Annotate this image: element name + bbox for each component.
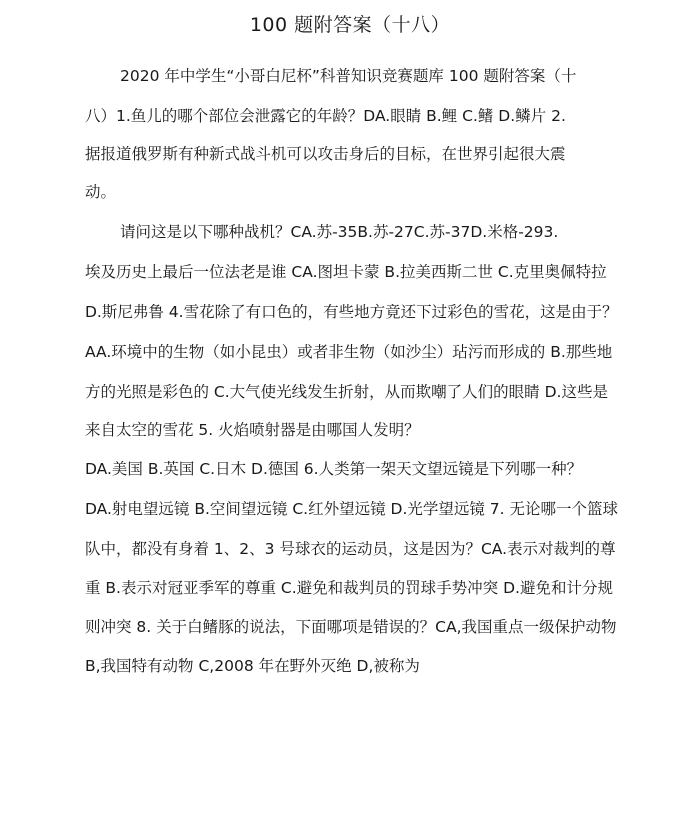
text-line-7: D.斯尼弗鲁 4.雪花除了有口色的，有些地方竟还下过彩色的雪花，这是由于？ [85,303,618,321]
text-line-11: DA.美国 B.英国 C.日木 D.德国 6.人类第一架天文望远镜是下列哪一种？ [85,460,583,478]
text-line-5: 请问这是以下哪种战机？CA.苏-35B.苏-27C.苏-37D.米格-293. [120,223,559,241]
text-line-3: 据报道俄罗斯有种新式战斗机可以攻击身后的目标，在世界引起很大震 [85,145,566,163]
text-line-4: 动。 [85,183,117,201]
text-line-16: B,我国特有动物 C,2008 年在野外灭绝 D,被称为 [85,657,420,675]
text-line-6: 埃及历史上最后一位法老是谁 CA.图坦卡蒙 B.拉美西斯二世 C.克里奥佩特拉 [85,263,607,281]
text-line-10: 来自太空的雪花 5. 火焰喷射器是由哪国人发明？ [85,421,420,439]
text-line-12: DA.射电望远镜 B.空间望远镜 C.红外望远镜 D.光学望远镜 7. 无论哪一个篮球 [85,500,619,518]
text-line-9: 方的光照是彩色的 C.大气使光线发生折射，从而欺嘲了人们的眼睛 D.这些是 [85,383,608,401]
text-line-14: 重 B.表示对冠亚季军的尊重 C.避免和裁判员的罚球手势冲突 D.避免和计分规 [85,579,613,597]
text-line-1: 2020 年中学生“小哥白尼杯”科普知识竞赛题库 100 题附答案（十 [120,67,577,85]
document-title: 100 题附答案（十八） [249,14,451,36]
text-line-2: 八）1.鱼儿的哪个部位会泄露它的年龄？DA.眼睛 B.鲤 C.鳍 D.鳞片 2. [85,107,566,125]
text-line-15: 则冲突 8. 关于白鳍豚的说法，下面哪项是错误的？CA,我国重点一级保护动物 [85,618,617,636]
text-line-8: AA.环境中的生物（如小昆虫）或者非生物（如沙尘）玷污而形成的 B.那些地 [85,343,613,361]
text-line-13: 队中，都没有身着 1、2、3 号球衣的运动员，这是因为？CA.表示对裁判的尊 [85,540,616,558]
